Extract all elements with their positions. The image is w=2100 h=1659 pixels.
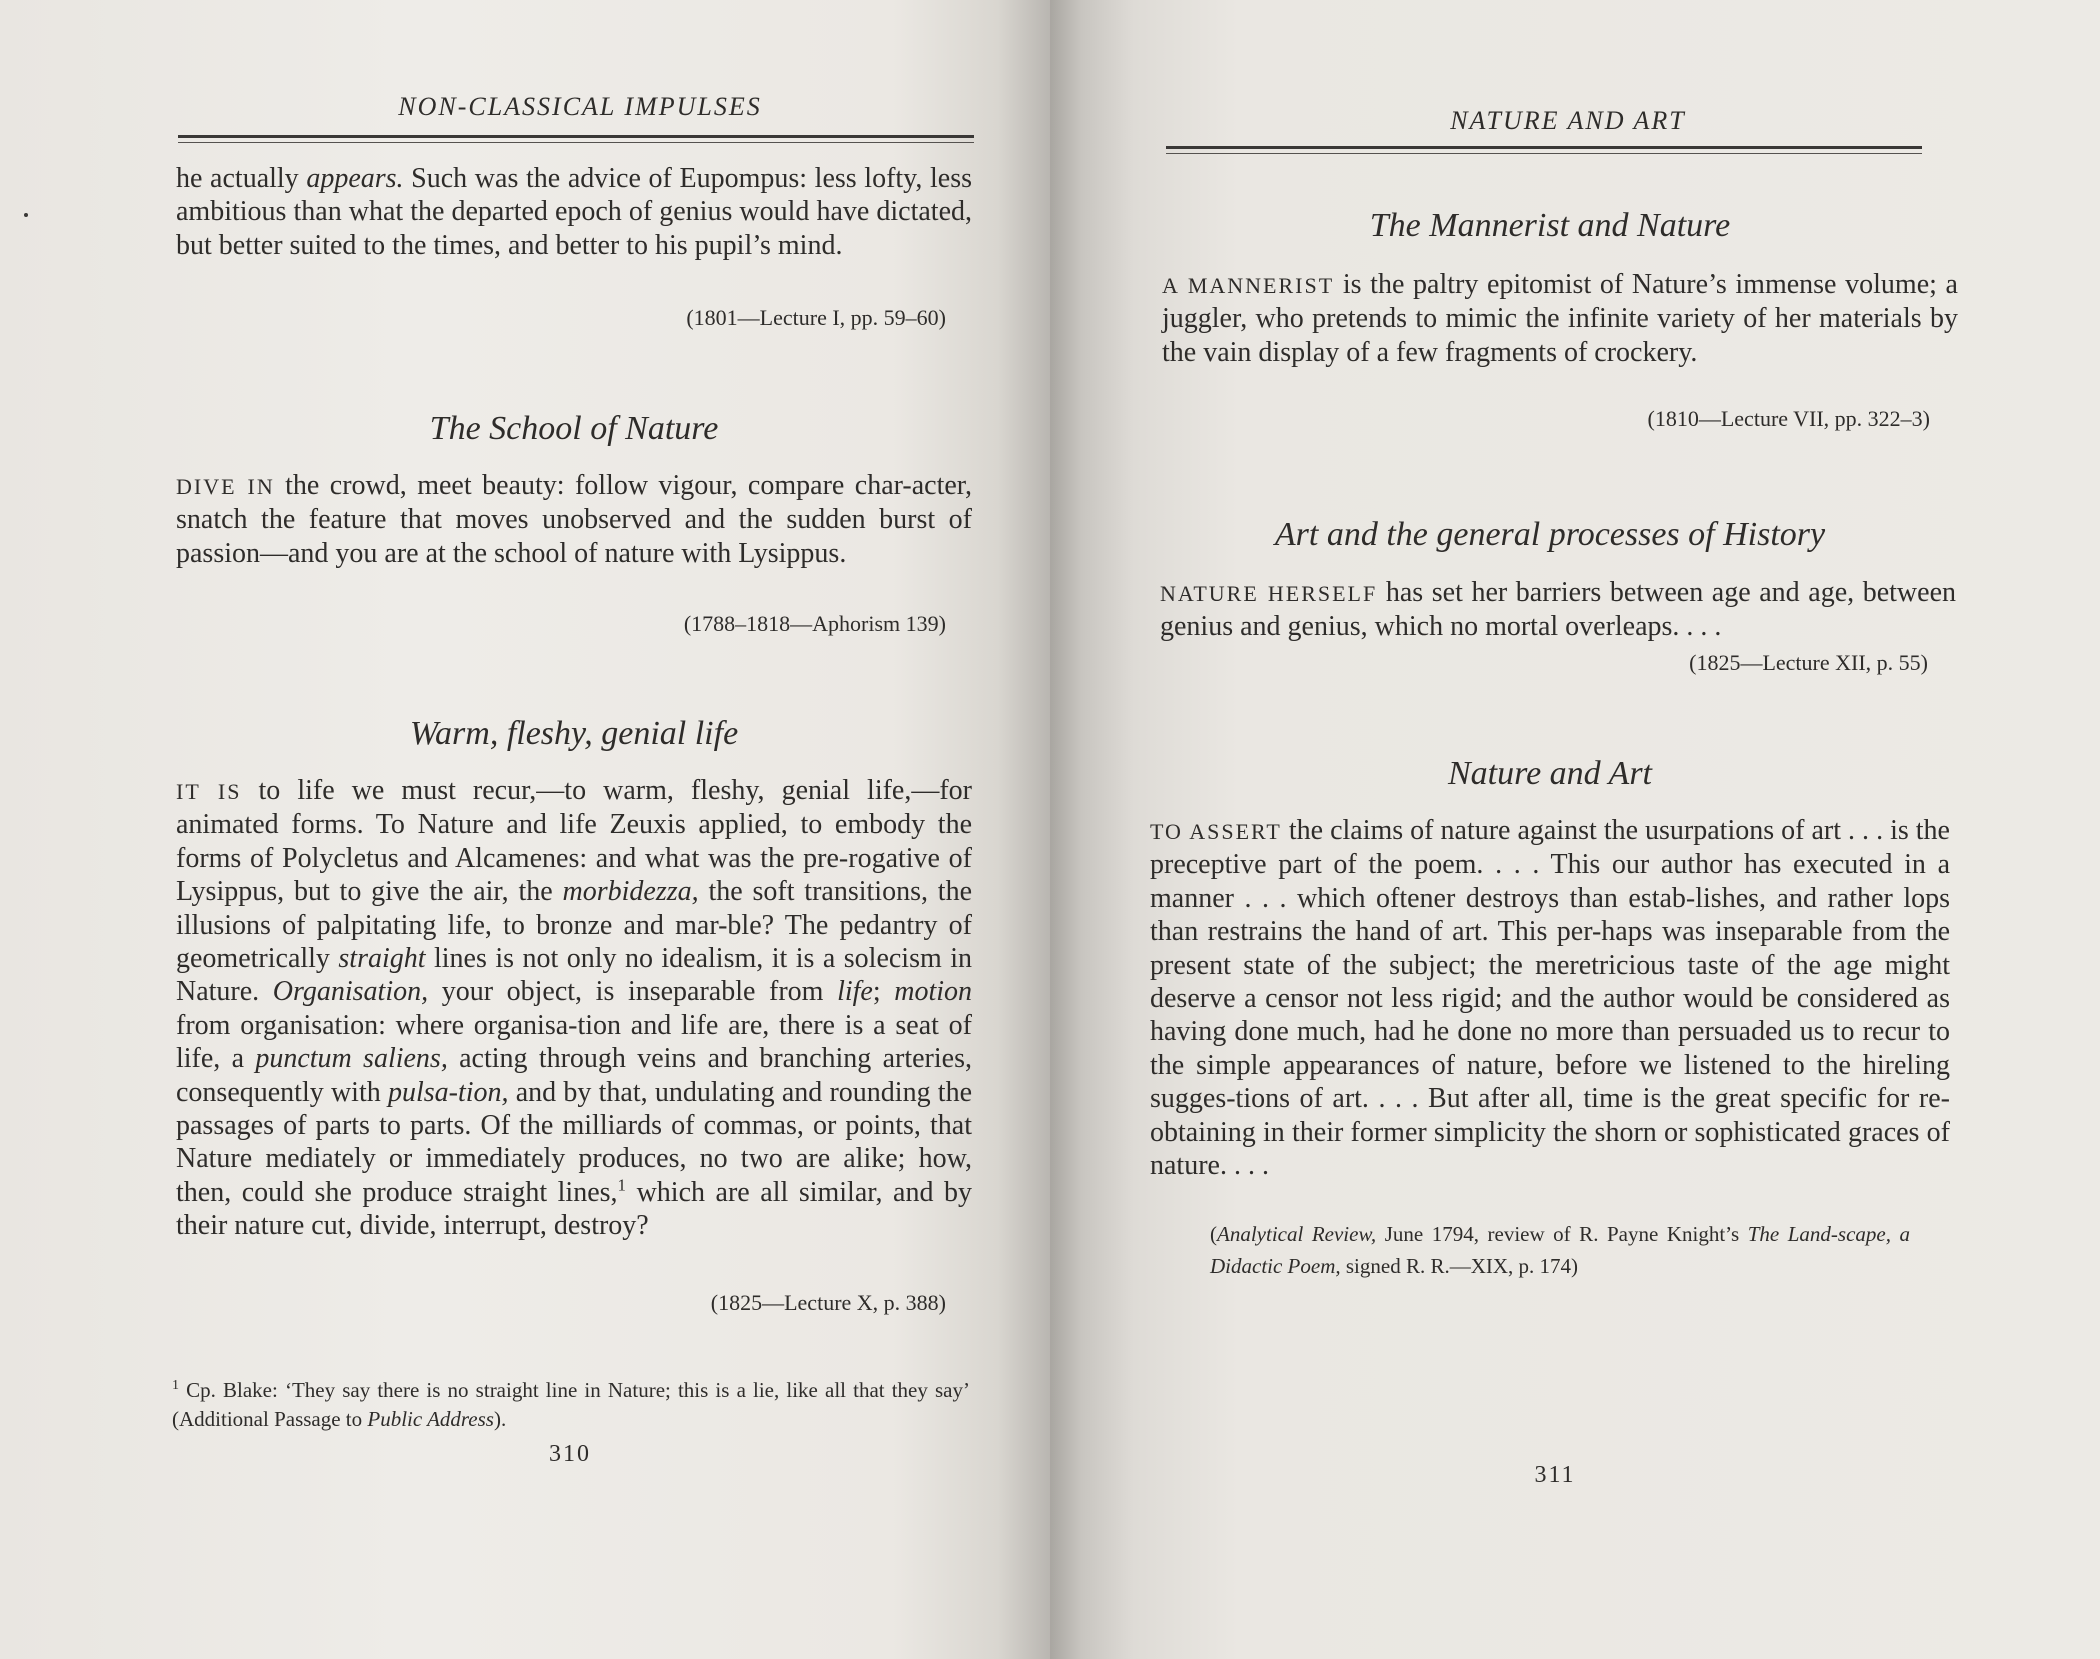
footnote <box>172 1376 970 1434</box>
section-heading: The School of Nature <box>429 410 719 447</box>
emphasis: life <box>837 976 873 1008</box>
section-heading: Nature and Art <box>1447 755 1653 792</box>
emphasis: motion <box>894 976 972 1008</box>
emphasis: straight <box>338 943 426 975</box>
section-paragraph <box>176 469 972 570</box>
header-rule <box>178 135 974 138</box>
emphasis: Analytical Review, <box>1217 1222 1377 1246</box>
emphasis: Organisation, <box>272 976 429 1008</box>
citation <box>1210 1218 1910 1282</box>
citation: (1788–1818—Aphorism 139) <box>683 611 946 636</box>
lead-words: A MANNERIST <box>1162 273 1335 298</box>
text-run: the crowd, meet beauty: follow vigour, compare char-acter, snatch the feature that moves unobserved and the sudden burst of passion—and you are at the school of nature with Lysippus. <box>176 470 972 569</box>
text-run: ; <box>872 976 895 1008</box>
text-run: Cp. Blake: ‘They say there is no straight line in Nature; this is a lie, like all that they say’ (Additional Passage to <box>172 1378 970 1431</box>
citation: (1825—Lecture XII, p. 55) <box>1689 650 1928 675</box>
footnote-marker: 1 <box>617 1175 627 1195</box>
section-paragraph <box>1162 268 1958 369</box>
text-run: the claims of nature against the usurpations of art . . . is the preceptive part of the poem. . . . This our author has executed in a manner . . . which oftener destroys than estab-lishes, and rather lops than restrains the hand of art. This per-haps was inseparable from the present state of the subject; the meretricious taste of the age might deserve a censor not less rigid; and the author would be considered as having done much, had he done no more than persuaded us to recur to the simple appearances of nature, before we listened to the hireling sugges-tions of art. . . . But after all, time is the great specific for re-obtaining in their former simplicity the shorn or sophisticated graces of nature. . . . <box>1150 815 1950 1182</box>
header-rule <box>1166 146 1922 149</box>
running-head: NON-CLASSICAL IMPULSES <box>398 92 762 121</box>
citation: (1810—Lecture VII, pp. 322–3) <box>1647 406 1930 431</box>
footnote-number: 1 <box>172 1378 179 1393</box>
section-heading: The Mannerist and Nature <box>1369 207 1731 244</box>
continuation-paragraph <box>176 162 972 262</box>
emphasis: Public Address <box>367 1407 494 1431</box>
section-paragraph <box>1160 576 1956 644</box>
text-run: and by that, undulating and rounding the passages of parts to parts. Of the milliards of commas, or points, that Nature mediately or immediately produces, no two are alike; how, then, could she produce straight lines, <box>176 1076 972 1208</box>
text-run: is the paltry epitomist of Nature’s immense volume; a juggler, who pretends to mimic the infinite variety of her materials by the vain display of a few fragments of crockery. <box>1162 269 1958 368</box>
header-rule-thin <box>1166 153 1922 154</box>
emphasis: morbidezza, <box>562 876 699 908</box>
text-run: the soft transitions, the illusions of palpitating life, to bronze and mar-ble? The pedantry of geometrically <box>176 876 972 975</box>
section-heading: Warm, fleshy, genial life <box>409 715 739 752</box>
text-run: June 1794, review of R. Payne Knight’s <box>1376 1222 1748 1246</box>
running-head: NATURE AND ART <box>1450 106 1686 135</box>
page-number: 311 <box>1534 1462 1576 1488</box>
lead-words: DIVE IN <box>176 474 275 499</box>
text-run: lines is not only no idealism, it is a solecism in Nature. <box>176 943 972 1008</box>
text-run: ( <box>1210 1222 1217 1246</box>
citation: (1801—Lecture I, pp. 59–60) <box>686 305 946 330</box>
section-paragraph <box>176 774 972 1243</box>
lead-words: IT IS <box>176 779 242 804</box>
page-number: 310 <box>549 1441 591 1467</box>
text-run: from organisation: where organisa-tion and life are, there is a seat of life, a <box>176 1009 972 1075</box>
text-run: which are all similar, and by their nature cut, divide, interrupt, destroy? <box>176 1176 972 1242</box>
section-paragraph <box>1150 814 1950 1182</box>
text-run: acting through veins and branching arteries, consequently with <box>176 1043 972 1108</box>
text-run: ). <box>493 1407 507 1431</box>
section-heading: Art and the general processes of History <box>1274 516 1826 553</box>
emphasis: The Land-scape, a Didactic Poem, <box>1210 1222 1910 1278</box>
header-rule-thin <box>178 142 974 143</box>
text-run: your object, is inseparable from <box>428 976 838 1008</box>
paper-speck <box>24 213 28 217</box>
emphasis: punctum saliens, <box>255 1043 448 1075</box>
text-run: to life we must recur,—to warm, fleshy, genial life,—for animated forms. To Nature and life Zeuxis applied, to embody the forms of Polycletus and Alcamenes: and what was the pre-rogative of Lysippus, but to give the air, the <box>176 775 972 908</box>
emphasis: pulsa-tion, <box>387 1076 509 1108</box>
text-run: signed R. R.—XIX, p. 174) <box>1340 1254 1579 1278</box>
text-run: he actually <box>176 163 307 194</box>
text-run: has set her barriers between age and age, between genius and genius, which no mortal overleaps. . . . <box>1160 577 1957 643</box>
lead-words: NATURE HERSELF <box>1160 581 1378 606</box>
emphasis: appears. <box>306 163 404 194</box>
text-run: Such was the advice of Eupompus: less lofty, less ambitious than what the departed epoch of genius would have dictated, but better suited to the times, and better to his pupil’s mind. <box>176 163 972 261</box>
right-page <box>1050 0 2100 1659</box>
lead-words: TO ASSERT <box>1150 819 1282 844</box>
citation: (1825—Lecture X, p. 388) <box>710 1290 946 1315</box>
